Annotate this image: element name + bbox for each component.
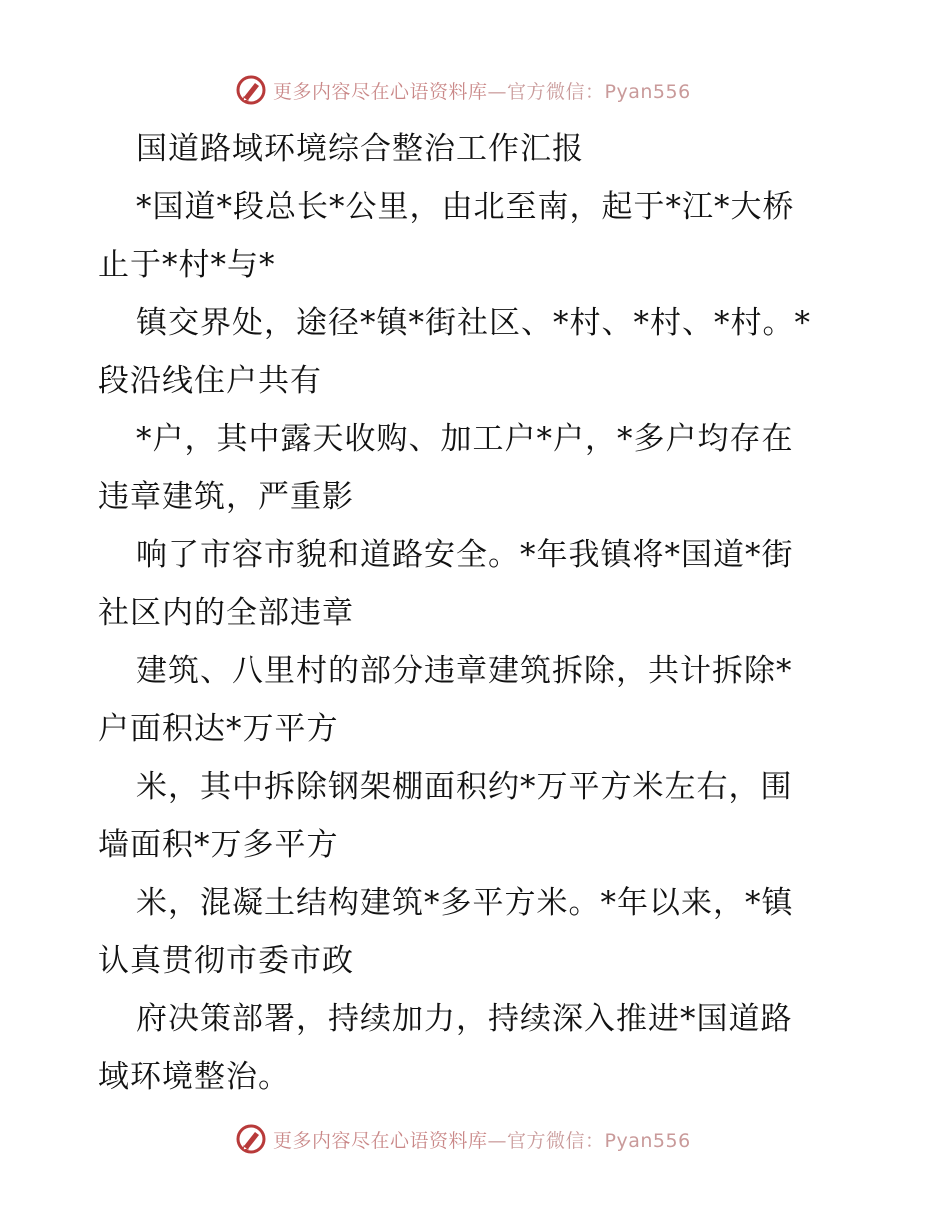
paragraph-line: 府决策部署，持续加力，持续深入推进*国道路 [136,1001,793,1037]
pen-logo-icon [235,74,267,106]
paragraph-line: 段沿线住户共有 [98,363,322,399]
paragraph-line: 镇交界处，途径*镇*街社区、*村、*村、*村。* [136,305,811,341]
footer-watermark [235,1122,691,1156]
paragraph-line: 域环境整治。 [98,1059,290,1095]
paragraph-line: 墙面积*万多平方 [98,827,339,863]
paragraph-line: 建筑、八里村的部分违章建筑拆除，共计拆除* [136,653,793,689]
pen-logo-icon [235,1123,267,1155]
watermark-contact: 官方微信：Pyan556 [507,80,691,103]
document-title: 国道路域环境综合整治工作汇报 [136,131,584,167]
watermark-dash: — [487,80,508,103]
paragraph-line: 米，混凝土结构建筑*多平方米。*年以来，*镇 [136,885,794,921]
paragraph-line: *户，其中露天收购、加工户*户，*多户均存在 [136,421,794,457]
paragraph-line: 米，其中拆除钢架棚面积约*万平方米左右，围 [136,769,793,805]
watermark-text [273,1126,691,1153]
paragraph-line: 户面积达*万平方 [98,711,339,747]
watermark-brand: 更多内容尽在心语资料库 [273,80,488,103]
watermark-dash: — [487,1129,508,1152]
paragraph-line: 认真贯彻市委市政 [98,943,354,979]
paragraph-line: 响了市容市貌和道路安全。*年我镇将*国道*街 [136,537,794,573]
watermark-contact: 官方微信：Pyan556 [507,1129,691,1152]
paragraph-line: *国道*段总长*公里，由北至南，起于*江*大桥 [136,189,795,225]
watermark-brand: 更多内容尽在心语资料库 [273,1129,488,1152]
watermark-text [273,77,691,104]
document-body [98,120,838,1106]
paragraph-line: 止于*村*与* [98,247,276,283]
header-watermark [235,73,691,107]
paragraph-line: 社区内的全部违章 [98,595,354,631]
paragraph-line: 违章建筑，严重影 [98,479,354,515]
